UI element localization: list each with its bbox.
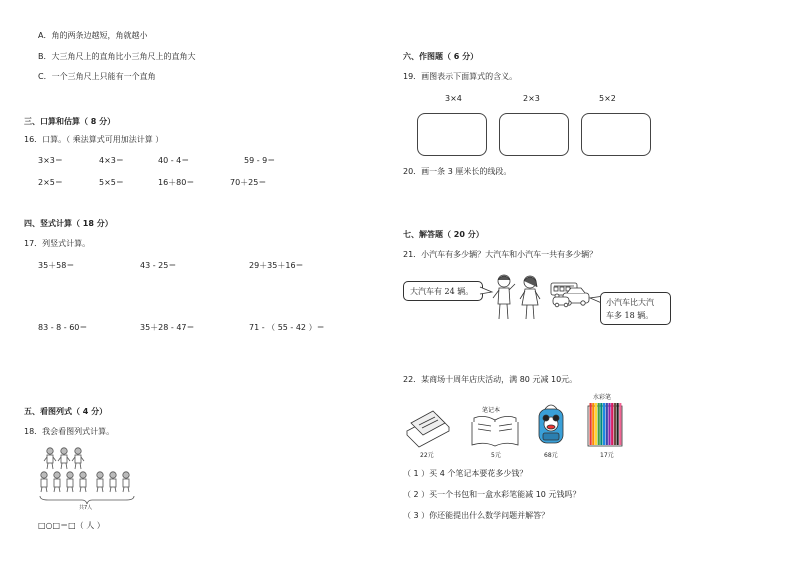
oral-16+80: 16＋80＝	[158, 178, 195, 187]
oral-70+25: 70＋25＝	[230, 178, 267, 187]
price-notebook: 5元	[491, 452, 501, 459]
pen	[606, 403, 608, 445]
vertical-83-8-60: 83 - 8 - 60＝	[38, 323, 88, 332]
question-20: 20．画一条 3 厘米长的线段。	[403, 167, 512, 176]
vertical-71-(55-42): 71 - （ 55 - 42 ）＝	[249, 323, 325, 332]
section-3-title: 三、口算和估算（ 8 分）	[24, 117, 116, 126]
price-schoolbag: 68元	[544, 452, 558, 459]
expr-2x3: 2×3	[523, 94, 540, 103]
vehicles-illustration	[549, 279, 593, 309]
schoolbag-icon	[535, 403, 567, 447]
question-21: 21．小汽车有多少辆？大汽车和小汽车一共有多少辆？	[403, 250, 598, 259]
question-16: 16．口算。（ 乘法算式可用加法计算 ）	[24, 135, 164, 144]
section-5-title: 五、看图列式（ 4 分）	[24, 407, 108, 416]
speech-text-small-cars-1: 小汽车比大汽	[606, 298, 654, 307]
oral-40-4: 40 - 4＝	[158, 156, 190, 165]
watercolor-pens-icon	[588, 402, 624, 448]
children-illustration	[38, 447, 138, 507]
speech-bubble-big-cars	[403, 281, 483, 301]
draw-box-3x4[interactable]	[417, 113, 487, 156]
oral-2x5: 2×5＝	[38, 178, 63, 187]
vertical-29+35+16: 29＋35＋16＝	[249, 261, 304, 270]
question-18: 18．我会看图列式计算。	[24, 427, 115, 436]
pen	[614, 403, 616, 445]
oral-59-9: 59 - 9＝	[244, 156, 276, 165]
pen	[600, 403, 602, 445]
option-a: A．角的两条边越短，角就越小	[38, 31, 148, 40]
option-b: B．大三角尺上的直角比小三角尺上的直角大	[38, 52, 196, 61]
kids-illustration	[490, 272, 550, 324]
vertical-43-25: 43 - 25＝	[140, 261, 177, 270]
section-6-title: 六、作图题（ 6 分）	[403, 52, 479, 61]
item-label-watercolor-pens: 水彩笔	[593, 394, 612, 401]
oral-3x3: 3×3＝	[38, 156, 63, 165]
price-pencil-case: 22元	[420, 452, 434, 459]
question-17: 17．列竖式计算。	[24, 239, 91, 248]
pen	[598, 403, 600, 445]
vertical-35+28-47: 35＋28 - 47＝	[140, 323, 195, 332]
speech-text-small-cars-2: 车多 18 辆。	[606, 311, 654, 320]
pen	[595, 403, 597, 445]
item-label-notebook: 笔记本	[482, 407, 501, 414]
vertical-35+58: 35＋58＝	[38, 261, 75, 270]
price-watercolor-pens: 17元	[600, 452, 614, 459]
oral-4x3: 4×3＝	[99, 156, 124, 165]
question-22: 22．某商场十周年店庆活动，满 80 元减 10元。	[403, 375, 578, 384]
section-4-title: 四、竖式计算（ 18 分）	[24, 219, 113, 228]
notebook-icon	[472, 414, 518, 446]
sub-question-3: （ 3 ）你还能提出什么数学问题并解答？	[403, 511, 550, 520]
sub-question-2: （ 2 ）买一个书包和一盒水彩笔能减 10 元钱吗？	[403, 490, 581, 499]
pen	[608, 403, 610, 445]
expr-3x4: 3×4	[445, 94, 462, 103]
draw-box-2x3[interactable]	[499, 113, 569, 156]
brace-total-label: 共7人	[79, 505, 93, 511]
oral-5x5: 5×5＝	[99, 178, 124, 187]
pen	[611, 403, 613, 445]
speech-bubble-small-cars	[600, 292, 671, 325]
section-7-title: 七、解答题（ 20 分）	[403, 230, 484, 239]
draw-box-5x2[interactable]	[581, 113, 651, 156]
pencil-case-icon	[405, 403, 451, 447]
expr-5x2: 5×2	[599, 94, 616, 103]
question-18-formula: □○□＝□（ 人 ）	[38, 521, 105, 530]
pen	[619, 403, 621, 445]
pen	[603, 403, 605, 445]
sub-question-1: （ 1 ）买 4 个笔记本要花多少钱？	[403, 469, 528, 478]
pen	[590, 403, 592, 445]
option-c: C．一个三角尺上只能有一个直角	[38, 72, 156, 81]
pen	[617, 403, 619, 445]
pen	[592, 403, 594, 445]
speech-text-big-cars: 大汽车有 24 辆。	[410, 287, 474, 296]
question-19: 19．画图表示下面算式的含义。	[403, 72, 518, 81]
